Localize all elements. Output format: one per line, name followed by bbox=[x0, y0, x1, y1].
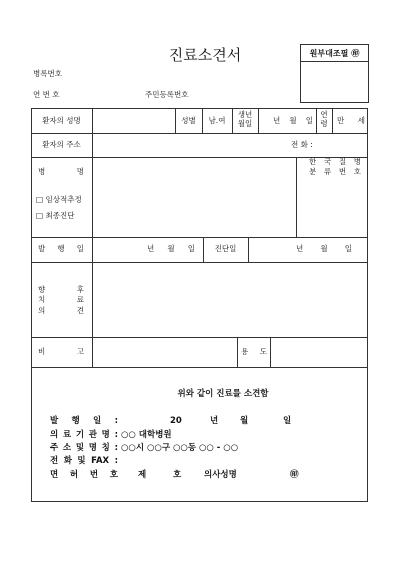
address-name-value: ○○시 ○○구 ○○동 ○○ - ○○ bbox=[121, 443, 239, 453]
patient-name-label: 환자의 성명 bbox=[42, 116, 81, 125]
doctor-name-label: 의사성명 bbox=[204, 470, 237, 480]
column-divider bbox=[270, 337, 271, 367]
cert-year-prefix: 20 bbox=[170, 416, 182, 426]
serial-number-label: 연 번 호 bbox=[33, 90, 60, 99]
kcd-label-line2: 분 류 번 호 bbox=[309, 167, 361, 176]
column-divider bbox=[248, 237, 249, 262]
opinion-label-line1: 향 후 bbox=[38, 285, 84, 294]
license-number-label: 면 허 번 호 bbox=[50, 470, 118, 480]
cert-day-unit: 일 bbox=[283, 416, 292, 426]
institution-label: 의 료 기 관 명 : bbox=[50, 430, 118, 440]
disease-name-label: 병 명 bbox=[38, 167, 84, 176]
phone-fax-label: 전 화 및 FAX : bbox=[50, 456, 118, 466]
row-divider bbox=[31, 262, 368, 263]
address-name-label: 주 소 및 명 칭 : bbox=[50, 443, 118, 453]
clinical-estimate-option: □ 임상적추정 bbox=[36, 195, 82, 204]
row-divider bbox=[31, 337, 368, 338]
opinion-label-line2: 치 료 bbox=[38, 295, 84, 304]
row-divider bbox=[31, 237, 368, 238]
remarks-label: 비 고 bbox=[38, 347, 84, 356]
birthdate-label-line1: 생년 bbox=[237, 110, 253, 119]
age-label-line2: 령 bbox=[320, 119, 328, 128]
phone-label: 전 화 : bbox=[291, 140, 313, 149]
sex-value: 남.여 bbox=[208, 116, 226, 125]
cert-year-unit: 년 bbox=[210, 416, 219, 426]
resident-number-label: 주민등록번호 bbox=[145, 90, 189, 99]
age-label-line1: 연 bbox=[320, 110, 328, 119]
seal-icon: ㊞ bbox=[351, 48, 360, 58]
institution-value: ○○ 대학병원 bbox=[121, 430, 172, 440]
stamp-box-header bbox=[301, 45, 368, 62]
diagnosis-date-value: 년 월 일 bbox=[296, 244, 352, 253]
column-divider bbox=[258, 108, 259, 133]
license-suffix: 호 bbox=[173, 470, 182, 480]
column-divider bbox=[296, 157, 297, 237]
license-prefix: 제 bbox=[138, 470, 147, 480]
sex-label: 성별 bbox=[181, 116, 196, 125]
issue-date-label: 발 행 일 bbox=[38, 244, 84, 253]
final-diagnosis-option: □ 최종진단 bbox=[36, 211, 75, 220]
age-value: 만 세 bbox=[337, 116, 365, 125]
record-number-label: 병록번호 bbox=[33, 69, 62, 78]
birthdate-label-line2: 월일 bbox=[237, 119, 253, 128]
column-divider bbox=[332, 108, 333, 133]
certification-statement: 위와 같이 진료를 소견함 bbox=[177, 389, 269, 399]
stamp-box-label: 원부대조필 bbox=[309, 48, 349, 58]
birthdate-value: 년 월 일 bbox=[273, 116, 313, 125]
purpose-label: 용 도 bbox=[241, 347, 267, 356]
patient-address-label: 환자의 주소 bbox=[42, 140, 81, 149]
cert-month-unit: 월 bbox=[240, 416, 249, 426]
cert-issue-date-label: 발 행 일 : bbox=[50, 416, 118, 426]
verification-stamp-box bbox=[300, 44, 369, 103]
opinion-label-line3: 의 견 bbox=[38, 306, 84, 315]
document-title: 진료소견서 bbox=[168, 46, 242, 64]
doctor-seal-icon: ㊞ bbox=[290, 470, 299, 480]
row-divider bbox=[31, 367, 368, 368]
issue-date-value: 년 월 일 bbox=[147, 244, 195, 253]
diagnosis-date-label: 진단일 bbox=[214, 244, 237, 253]
row-divider bbox=[31, 133, 368, 134]
label-column-divider bbox=[92, 108, 93, 367]
kcd-label-line1: 한 국 질 병 bbox=[309, 157, 361, 166]
column-divider bbox=[237, 337, 238, 367]
